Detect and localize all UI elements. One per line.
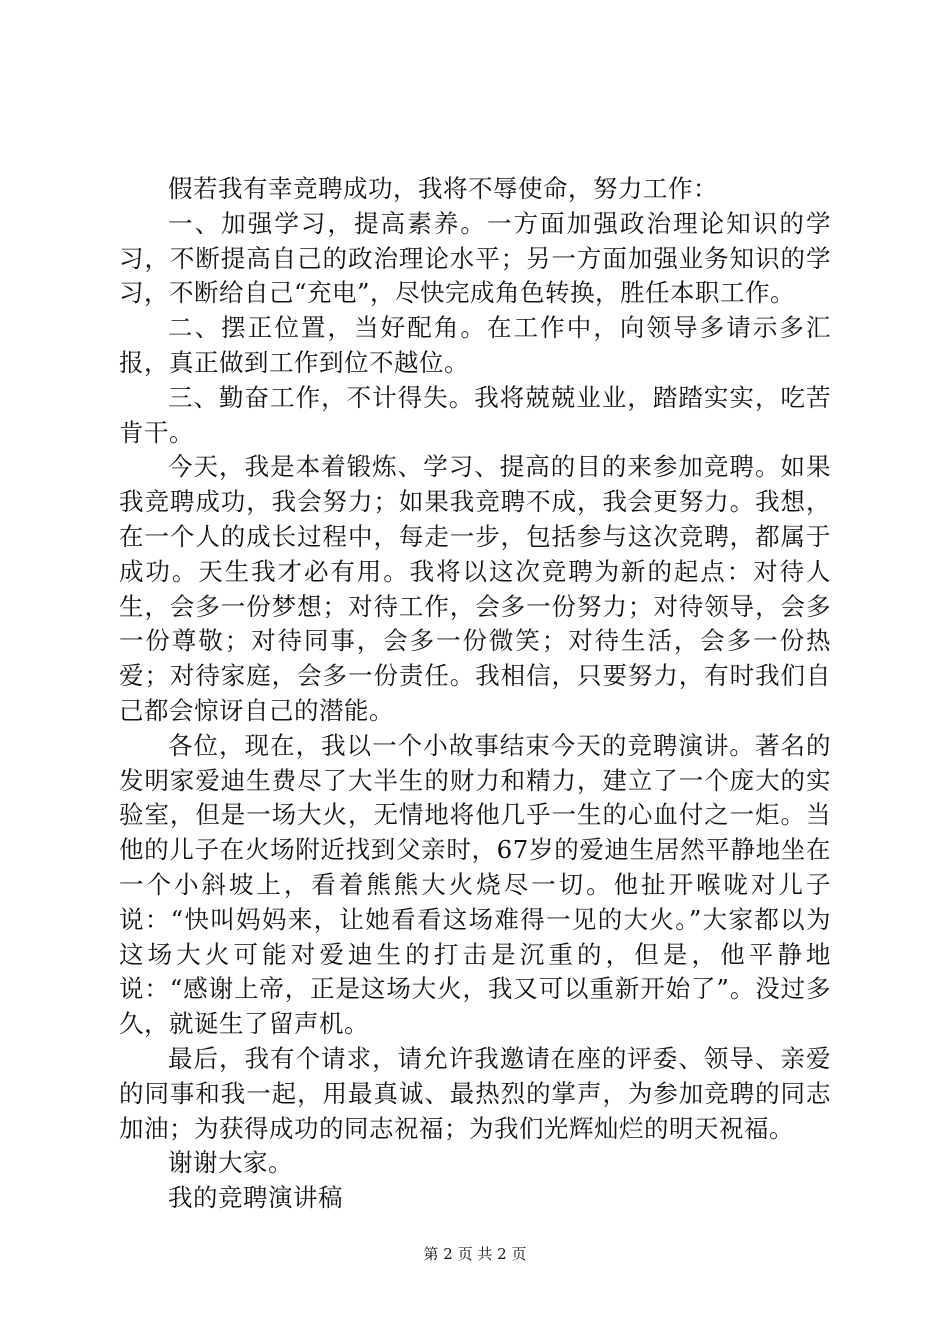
paragraph-request: 最后，我有个请求，请允许我邀请在座的评委、领导、亲爱的同事和我一起，用最真诚、最热烈的掌声，为参加竞聘的同志加油；为获得成功的同志祝福；为我们光辉灿烂的明天祝福。 (119, 1043, 831, 1143)
paragraph-today: 今天，我是本着锻炼、学习、提高的目的来参加竞聘。如果我竞聘成功，我会努力；如果我竞聘不成，我会更努力。我想，在一个人的成长过程中，每走一步，包括参与这次竞聘，都属于成功。天生我才必有用。我将以这次竞聘为新的起点：对待人生，会多一份梦想；对待工作，会多一份努力；对待领导，会多一份尊敬；对待同事，会多一份微笑；对待生活，会多一份热爱；对待家庭，会多一份责任。我相信，只要努力，有时我们自己都会惊讶自己的潜能。 (119, 452, 831, 725)
paragraph-intro: 假若我有幸竞聘成功，我将不辱使命，努力工作： (168, 174, 718, 203)
document-body (119, 172, 831, 1216)
page-footer: 第 2 页 共 2 页 (423, 1245, 527, 1263)
paragraph-point-2: 二、摆正位置，当好配角。在工作中，向领导多请示多汇报，真正做到工作到位不越位。 (119, 313, 831, 377)
closing-thanks: 谢谢大家。 (168, 1148, 293, 1178)
paragraph-point-1: 一、加强学习，提高素养。一方面加强政治理论知识的学习，不断提高自己的政治理论水平；另一方面加强业务知识的学习，不断给自己“充电”，尽快完成角色转换，胜任本职工作。 (119, 208, 831, 308)
paragraph-point-3: 三、勤奋工作，不计得失。我将兢兢业业，踏踏实实，吃苦肯干。 (119, 382, 831, 447)
document-title-line: 我的竞聘演讲稿 (168, 1183, 343, 1213)
paragraph-story: 各位，现在，我以一个小故事结束今天的竞聘演讲。著名的发明家爱迪生费尽了大半生的财力和精力，建立了一个庞大的实验室，但是一场大火，无情地将他几乎一生的心血付之一炬。当他的儿子在火场附近找到父亲时，67岁的爱迪生居然平静地坐在一个小斜坡上，看着熊熊大火烧尽一切。他扯开喉咙对儿子说：“快叫妈妈来，让她看看这场难得一见的大火。”大家都以为这场大火可能对爱迪生的打击是沉重的，但是，他平静地说：“感谢上帝，正是这场大火，我又可以重新开始了”。没过多久，就诞生了留声机。 (119, 730, 831, 1039)
